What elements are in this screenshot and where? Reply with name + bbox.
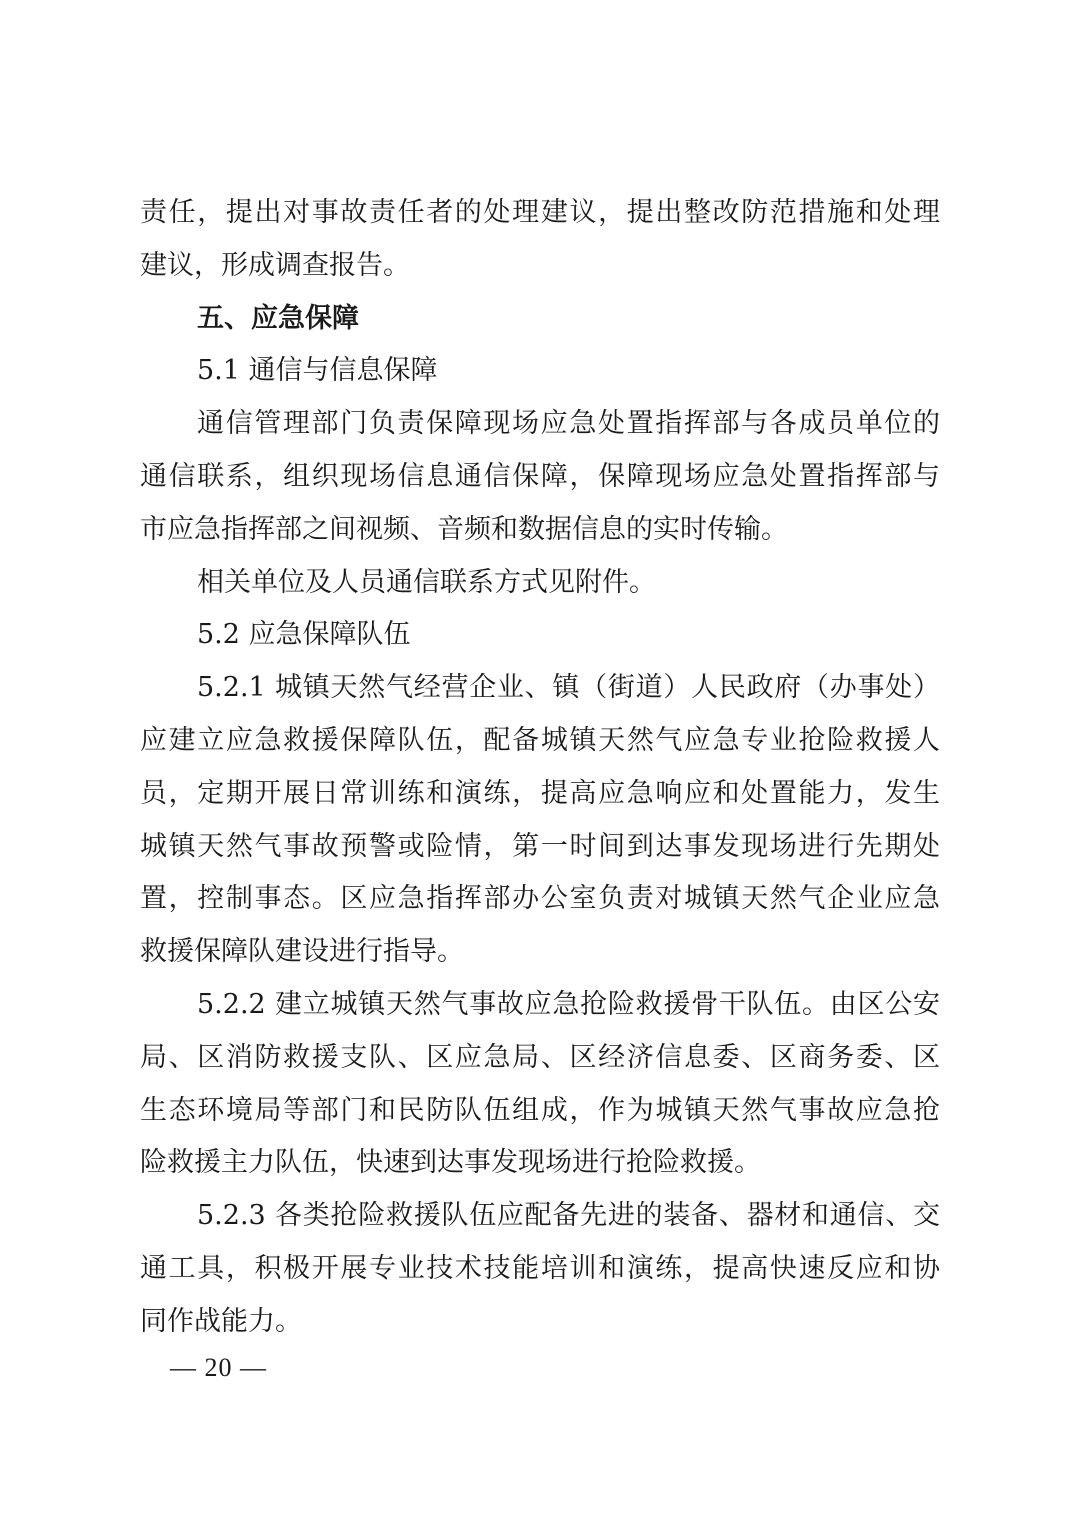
text-line: 责任，提出对事故责任者的处理建议，提出整改防范措施和处理 bbox=[140, 197, 940, 228]
text-line: 应建立应急救援保障队伍，配备城镇天然气应急专业抢险救援人 bbox=[140, 724, 940, 756]
text-line: 员，定期开展日常训练和演练，提高应急响应和处置能力，发生 bbox=[140, 777, 940, 809]
text-line: 城镇天然气事故预警或险情，第一时间到达事发现场进行先期处 bbox=[140, 830, 940, 862]
text-line: 同作战能力。 bbox=[140, 1305, 302, 1337]
subsection-heading: 5.1 通信与信息保障 bbox=[197, 355, 438, 387]
text-line: 5.2.2 建立城镇天然气事故应急抢险救援骨干队伍。由区公安 bbox=[197, 988, 940, 1020]
page-number: — 20 — bbox=[170, 1353, 267, 1382]
text-line: 险救援主力队伍，快速到达事发现场进行抢险救援。 bbox=[140, 1147, 761, 1179]
text-line: 通信管理部门负责保障现场应急处置指挥部与各成员单位的 bbox=[197, 408, 940, 440]
text-line: 通工具，积极开展专业技术技能培训和演练，提高快速反应和协 bbox=[140, 1252, 940, 1284]
text-line: 生态环境局等部门和民防队伍组成，作为城镇天然气事故应急抢 bbox=[140, 1094, 940, 1126]
subsection-heading: 5.2 应急保障队伍 bbox=[197, 619, 411, 651]
text-line: 5.2.1 城镇天然气经营企业、镇（街道）人民政府（办事处） bbox=[197, 672, 940, 704]
text-line: 建议，形成调查报告。 bbox=[140, 249, 410, 281]
text-line: 相关单位及人员通信联系方式见附件。 bbox=[197, 566, 656, 598]
section-heading: 五、应急保障 bbox=[197, 302, 359, 334]
text-line: 5.2.3 各类抢险救援队伍应配备先进的装备、器材和通信、交 bbox=[197, 1200, 940, 1232]
text-line: 置，控制事态。区应急指挥部办公室负责对城镇天然气企业应急 bbox=[140, 883, 940, 915]
document-body bbox=[140, 187, 940, 1349]
text-line: 通信联系，组织现场信息通信保障，保障现场应急处置指挥部与 bbox=[140, 460, 940, 492]
text-line: 局、区消防救援支队、区应急局、区经济信息委、区商务委、区 bbox=[140, 1041, 940, 1073]
text-line: 市应急指挥部之间视频、音频和数据信息的实时传输。 bbox=[140, 513, 788, 545]
text-line: 救援保障队建设进行指导。 bbox=[140, 936, 464, 968]
